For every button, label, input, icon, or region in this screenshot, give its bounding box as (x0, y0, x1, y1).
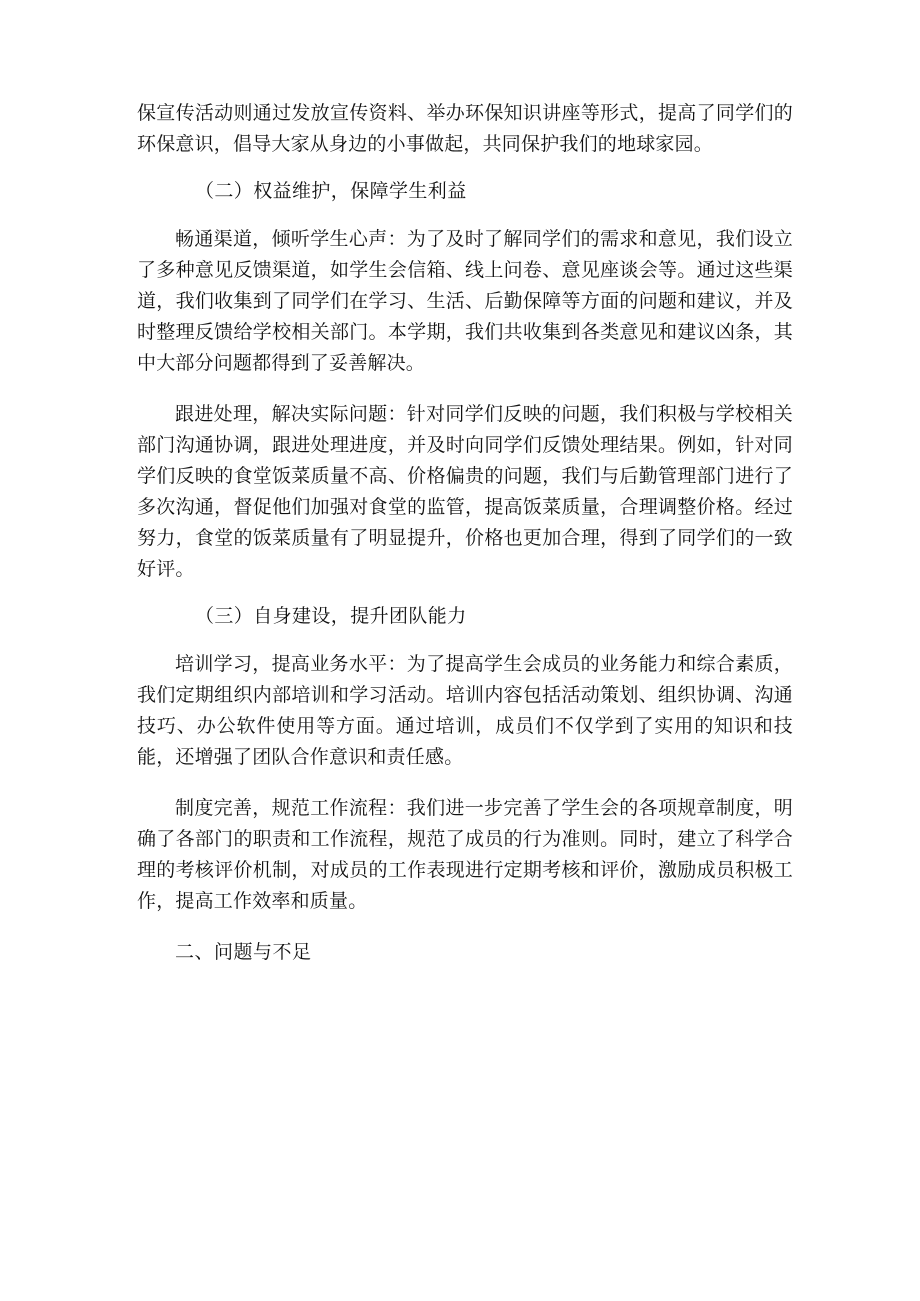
paragraph-training: 培训学习，提高业务水平：为了提高学生会成员的业务能力和综合素质，我们定期组织内部培训和学习活动。培训内容包括活动策划、组织协调、沟通技巧、办公软件使用等方面。通过培训，成员们不仅学到了实用的知识和技能，还增强了团队合作意识和责任感。 (137, 653, 793, 768)
paragraph-follow-up: 跟进处理，解决实际问题：针对同学们反映的问题，我们积极与学校相关部门沟通协调，跟进处理进度，并及时向同学们反馈处理结果。例如，针对同学们反映的食堂饭菜质量不高、价格偏贵的问题，我们与后勤管理部门进行了多次沟通，督促他们加强对食堂的监管，提高饭菜质量，合理调整价格。经过努力，食堂的饭菜质量有了明显提升，价格也更加合理，得到了同学们的一致好评。 (137, 403, 793, 580)
paragraph-feedback-channels: 畅通渠道，倾听学生心声：为了及时了解同学们的需求和意见，我们设立了多种意见反馈渠道，如学生会信箱、线上问卷、意见座谈会等。通过这些渠道，我们收集到了同学们在学习、生活、后勤保障等方面的问题和建议，并及时整理反馈给学校相关部门。本学期，我们共收集到各类意见和建议凶条，其中大部分问题都得到了妥善解决。 (137, 228, 793, 374)
section-heading-problems: 二、问题与不足 (175, 941, 312, 963)
paragraph-system-improvement: 制度完善，规范工作流程：我们进一步完善了学生会的各项规章制度，明确了各部门的职责和工作流程，规范了成员的行为准则。同时，建立了科学合理的考核评价机制，对成员的工作表现进行定期考核和评价，激励成员积极工作，提高工作效率和质量。 (137, 797, 793, 912)
paragraph-environmental-publicity: 保宣传活动则通过发放宣传资料、举办环保知识讲座等形式，提高了同学们的环保意识，倡导大家从身边的小事做起，共同保护我们的地球家园。 (137, 102, 793, 155)
document-body (137, 98, 793, 968)
heading-self-building: （三）自身建设，提升团队能力 (195, 605, 467, 627)
heading-rights-protection: （二）权益维护，保障学生利益 (195, 180, 467, 202)
